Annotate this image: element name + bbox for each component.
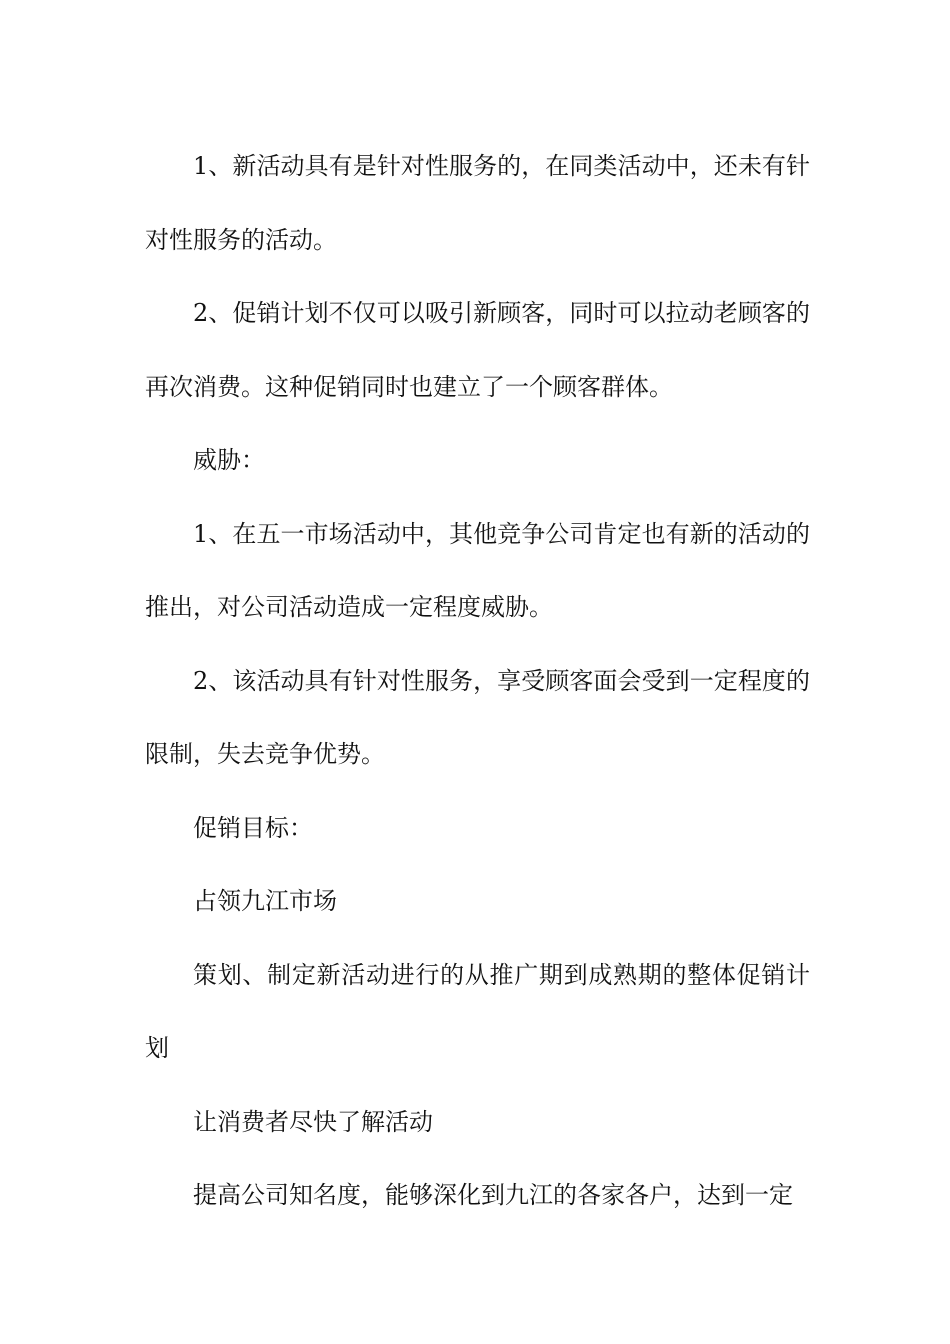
paragraph-goal-3: 让消费者尽快了解活动 bbox=[193, 1107, 433, 1136]
document-body bbox=[145, 130, 810, 1233]
paragraph-goal-2: 策划、制定新活动进行的从推广期到成熟期的整体促销计划 bbox=[145, 960, 810, 1062]
section-heading-threats: 威胁： bbox=[193, 446, 265, 474]
paragraph-goal-1: 占领九江市场 bbox=[193, 887, 337, 915]
paragraph-advantage-1: 1、新活动具有是针对性服务的，在同类活动中，还未有针对性服务的活动。 bbox=[145, 152, 810, 254]
paragraph-advantage-2: 2、促销计划不仅可以吸引新顾客，同时可以拉动老顾客的再次消费。这种促销同时也建立了一个顾客群体。 bbox=[145, 299, 810, 401]
paragraph-threat-2: 2、该活动具有针对性服务，享受顾客面会受到一定程度的限制，失去竞争优势。 bbox=[145, 666, 810, 768]
paragraph-goal-4: 提高公司知名度，能够深化到九江的各家各户，达到一定 bbox=[193, 1181, 793, 1209]
paragraph-threat-1: 1、在五一市场活动中，其他竞争公司肯定也有新的活动的推出，对公司活动造成一定程度威胁。 bbox=[145, 519, 810, 621]
section-heading-promotion-goals: 促销目标： bbox=[193, 813, 313, 842]
